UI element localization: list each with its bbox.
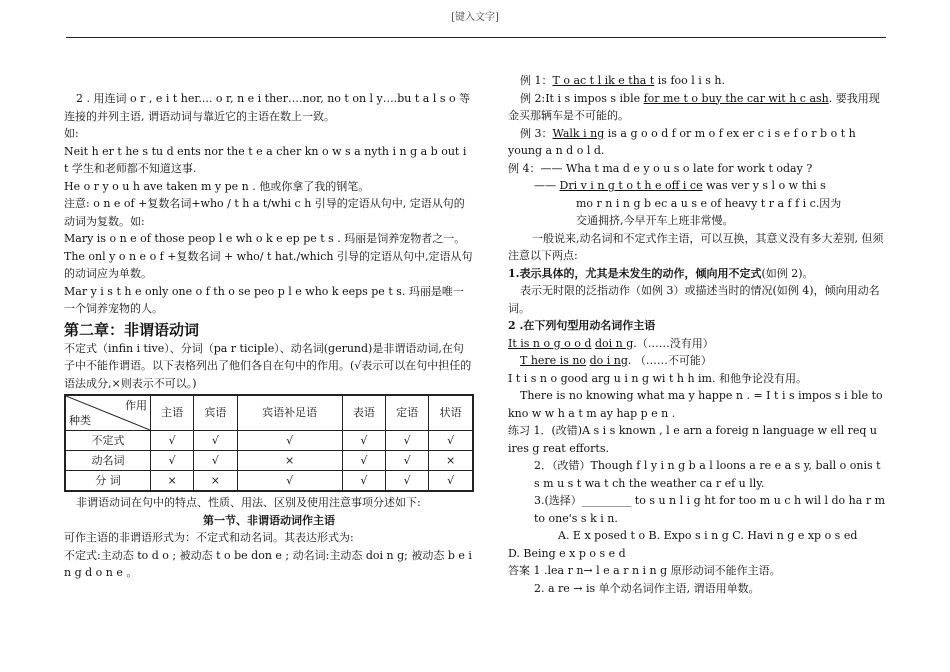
left-column — [64, 90, 474, 582]
table-cell: √ — [151, 451, 194, 471]
example-3: 例 3：Walk i ng is a g o o d f or m o f ex er c i s e f o r b o t h young a n d o l d. — [508, 126, 856, 157]
table-row — [65, 471, 473, 492]
exercise-3-options: A. E x posed t o B. Expo s i n g C. Havi n g e xp o s ed — [558, 529, 858, 542]
example-4-answer-cont: mo r n i n g b ec a u s e of heavy t r a f f i c.因为 — [576, 196, 842, 210]
chapter-heading: 第二章：非谓语动词 — [64, 320, 200, 339]
row-label: 分 词 — [65, 471, 151, 492]
table-cell: √ — [151, 431, 194, 451]
table-cell: √ — [386, 471, 429, 492]
row-label: 不定式 — [65, 431, 151, 451]
header-divider — [66, 37, 886, 38]
example-1: 例 1：T o ac t l ik e tha t is foo l i s h. — [520, 74, 726, 87]
note-paragraph: 注意: o n e of +复数名词+who / t h a t/whi c h 引导的定语从句中, 定语从句的动词为复数。如: — [64, 197, 465, 228]
table-header-cell: 宾语补足语 — [237, 395, 342, 431]
paragraph-general: 一般说来,动名词和不定式作主语，可以互换，其意义没有多大差别, 但须注意以下两点: — [508, 231, 884, 262]
row-label: 动名词 — [65, 451, 151, 471]
exercise-3-option-d: D. Being e x p o s e d — [508, 546, 626, 560]
paragraph-conjunction-rule: 2 . 用连词 o r , e i t her.... o r, n e i ther….nor, no t on l y….bu t a l s o 等连接的并列主语, 谓语动词与靠近它的主语在数上一致。 — [64, 92, 471, 123]
note-paragraph: The onl y o n e o f +复数名词 + who/ t hat./which 引导的定语从句中,定语从句的动词应为单数。 — [64, 249, 473, 280]
example-4-question: 例 4：—— Wha t ma d e y o u s o late for work t oday ? — [508, 161, 813, 175]
table-cell: √ — [429, 471, 473, 492]
table-cell: √ — [342, 451, 385, 471]
exercise-3: 3.(选择）_________ to s u n l i g ht for too m u c h wil l do ha r m to one's s k i n. — [534, 494, 886, 525]
point-1: 1.表示具体的，尤其是未发生的动作，倾向用不定式(如例 2)。 — [508, 266, 814, 280]
right-column — [508, 72, 888, 597]
example-2: 例 2:It i s impos s ible for me t o buy the car wit h c ash. 要我用现金买那辆车是不可能的。 — [508, 91, 880, 122]
example-sentence: Neit h er t he s tu d ents nor the t e a cher kn o w s a nyth i n g a b out i t 学生和老师都不知道这事. — [64, 144, 467, 175]
table-cell: √ — [194, 451, 237, 471]
pattern-2: T here is no do i ng. （……不可能） — [520, 354, 712, 367]
answer-2: 2. a re → is 单个动名词作主语, 谓语用单数。 — [534, 581, 760, 595]
point-2: 2 .在下列句型用动名词作主语 — [508, 319, 656, 332]
section-heading: 第一节、非谓语动词作主语 — [203, 513, 335, 527]
table-corner-cell — [65, 395, 151, 431]
table-cell: × — [429, 451, 473, 471]
table-cell: √ — [386, 431, 429, 451]
table-cell: √ — [386, 451, 429, 471]
table-cell: √ — [194, 431, 237, 451]
table-header-row — [65, 395, 473, 431]
table-cell: √ — [342, 471, 385, 492]
example-sentence: He o r y o u h ave taken m y pe n . 他或你拿了我的钢笔。 — [64, 179, 370, 193]
corner-label-function: 作用 — [125, 399, 147, 412]
table-cell: √ — [237, 431, 342, 451]
table-header-cell: 主语 — [151, 395, 194, 431]
exercise-2: 2．（改错）Though f l y i n g b a l loons a re e a s y, ball o onis t s m u s t wa t ch the weather ca r ef u lly. — [534, 459, 881, 490]
point-1-note: 表示无时限的泛指动作（如例 3）或描述当时的情况(如例 4)，倾向用动名词。 — [508, 284, 880, 315]
example-intro: 如: — [64, 127, 79, 140]
paragraph-forms: 可作主语的非谓语形式为：不定式和动名词。其表达形式为: — [64, 531, 354, 544]
paragraph-summary: 非谓语动词在句中的特点、性质、用法、区别及使用注意事项分述如下: — [76, 496, 421, 509]
example-4-answer: —— Dri v i n g t o t h e off i ce was ver y s l o w thi s — [534, 179, 826, 192]
exercise-1: 练习 1．(改错)A s i s known , l e arn a foreig n language w ell req u ires g reat efforts. — [508, 424, 877, 455]
table-cell: × — [237, 451, 342, 471]
intro-paragraph: 不定式（infin i tive）、分词（pa r ticiple）、动名词(gerund)是非谓语动词,在句子中不能作谓语。以下表格列出了他们各自在句中的作用。(√表示可以在句中担任的语法成分,×则表示不可以。) — [64, 341, 472, 390]
example-sentence: Mary is o n e of those peop l e wh o k e ep pe t s . 玛丽是饲养宠物者之一。 — [64, 232, 466, 245]
paragraph-voice-forms: 不定式:主动态 to d o ; 被动态 t o be don e ; 动名词:主动态 doi n g; 被动态 b e i n g d o n e 。 — [64, 548, 472, 579]
pattern-4: There is no knowing what ma y happe n . = I t i s impos s i ble to kno w w h a t m ay hap p e n . — [508, 389, 883, 420]
table-cell: × — [151, 471, 194, 492]
table-cell: √ — [429, 431, 473, 451]
table-cell: × — [194, 471, 237, 492]
function-table — [64, 394, 474, 492]
table-row — [65, 431, 473, 451]
corner-label-kind: 种类 — [69, 413, 91, 427]
example-sentence: Mar y i s t h e only one o f th o se peo p l e who k eeps pe t s. 玛丽是唯一一个饲养宠物的人。 — [64, 284, 464, 315]
table-cell: √ — [237, 471, 342, 492]
answer-1: 答案 1 .lea r n→ l e a r n i n g 原形动词不能作主语。 — [508, 564, 781, 577]
table-header-cell: 状语 — [429, 395, 473, 431]
example-4-translation: 交通拥挤,今早开车上班非常慢。 — [576, 214, 734, 227]
table-header-cell: 定语 — [386, 395, 429, 431]
pattern-1: It is n o g o o d doi n g.（……没有用） — [508, 336, 714, 350]
table-row — [65, 451, 473, 471]
table-header-cell: 表语 — [342, 395, 385, 431]
table-header-cell: 宾语 — [194, 395, 237, 431]
pattern-3: I t i s n o good arg u i n g wi t h h im. 和他争论没有用。 — [508, 371, 807, 385]
page-header: [键入文字] — [451, 12, 499, 23]
table-cell: √ — [342, 431, 385, 451]
